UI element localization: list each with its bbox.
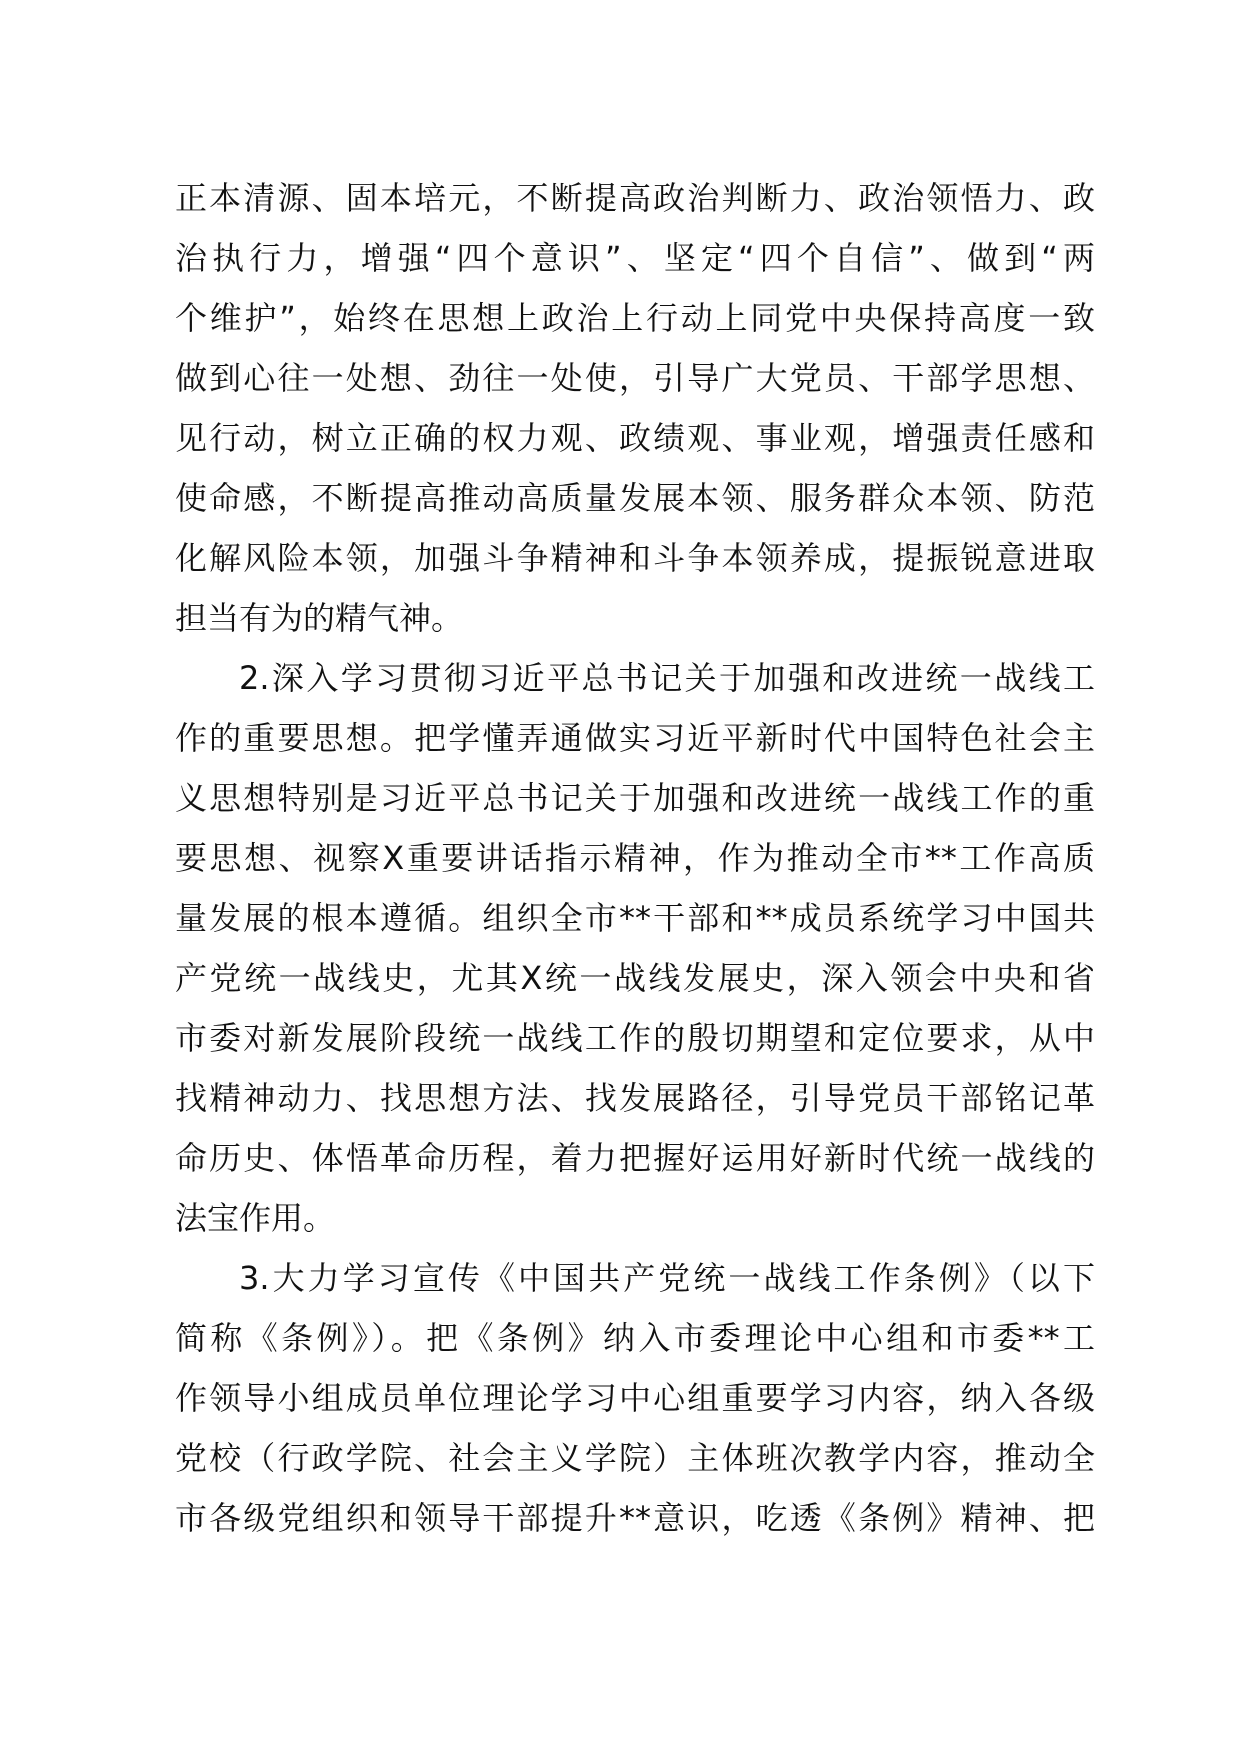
paragraph-line: 化解风险本领，加强斗争精神和斗争本领养成，提振锐意进取 <box>175 539 1095 577</box>
paragraph-line: 要思想、视察X重要讲话指示精神，作为推动全市**工作高质 <box>175 839 1095 877</box>
paragraph-line: 见行动，树立正确的权力观、政绩观、事业观，增强责任感和 <box>175 419 1095 457</box>
paragraph-line: 担当有为的精气神。 <box>175 599 464 637</box>
document-body <box>175 168 1095 1548</box>
paragraph-line: 市委对新发展阶段统一战线工作的殷切期望和定位要求，从中 <box>175 1019 1095 1057</box>
paragraph-line: 治执行力，增强“四个意识”、坚定“四个自信”、做到“两 <box>175 239 1095 277</box>
paragraph-line: 义思想特别是习近平总书记关于加强和改进统一战线工作的重 <box>175 779 1095 817</box>
paragraph-line: 市各级党组织和领导干部提升**意识，吃透《条例》精神、把 <box>175 1499 1095 1537</box>
paragraph-line: 产党统一战线史，尤其X统一战线发展史，深入领会中央和省 <box>175 959 1095 997</box>
paragraph-1 <box>175 168 1095 648</box>
paragraph-line: 使命感，不断提高推动高质量发展本领、服务群众本领、防范 <box>175 479 1095 517</box>
paragraph-line: 简称《条例》）。把《条例》纳入市委理论中心组和市委**工 <box>175 1319 1095 1357</box>
paragraph-line: 个维护”，始终在思想上政治上行动上同党中央保持高度一致 <box>175 299 1095 337</box>
paragraph-line: 量发展的根本遵循。组织全市**干部和**成员系统学习中国共 <box>175 899 1095 937</box>
paragraph-line: 法宝作用。 <box>175 1199 336 1237</box>
paragraph-3 <box>175 1248 1095 1548</box>
paragraph-heading-line: 3.大力学习宣传《中国共产党统一战线工作条例》（以下 <box>239 1259 1095 1297</box>
paragraph-line: 作的重要思想。把学懂弄通做实习近平新时代中国特色社会主 <box>175 719 1095 757</box>
paragraph-line: 命历史、体悟革命历程，着力把握好运用好新时代统一战线的 <box>175 1139 1095 1177</box>
paragraph-line: 作领导小组成员单位理论学习中心组重要学习内容，纳入各级 <box>175 1379 1095 1417</box>
paragraph-line: 做到心往一处想、劲往一处使，引导广大党员、干部学思想、 <box>175 359 1095 397</box>
paragraph-heading-line: 2.深入学习贯彻习近平总书记关于加强和改进统一战线工 <box>239 659 1095 697</box>
paragraph-line: 找精神动力、找思想方法、找发展路径，引导党员干部铭记革 <box>175 1079 1095 1117</box>
paragraph-line: 党校（行政学院、社会主义学院）主体班次教学内容，推动全 <box>175 1439 1095 1477</box>
paragraph-2 <box>175 648 1095 1248</box>
paragraph-line: 正本清源、固本培元，不断提高政治判断力、政治领悟力、政 <box>175 179 1095 217</box>
